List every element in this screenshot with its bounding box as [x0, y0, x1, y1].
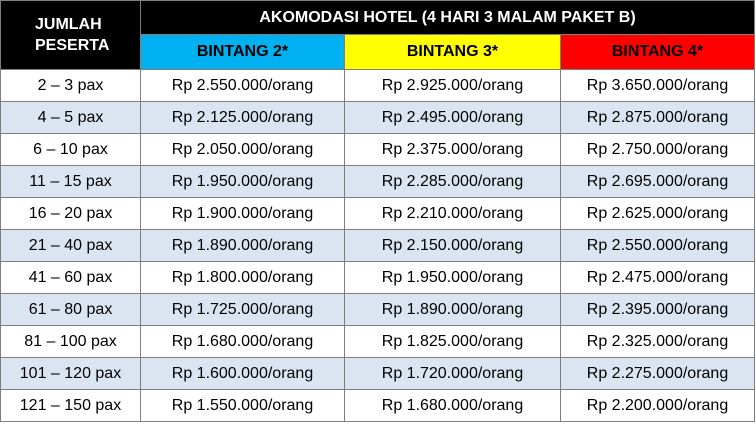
price-cell-bintang-3: Rp 1.825.000/orang	[345, 326, 561, 358]
table-row	[1, 70, 755, 102]
price-cell-bintang-4: Rp 2.275.000/orang	[561, 358, 755, 390]
price-cell-bintang-4: Rp 2.625.000/orang	[561, 198, 755, 230]
header-row-top	[1, 1, 755, 35]
pax-cell: 101 – 120 pax	[1, 358, 141, 390]
price-cell-bintang-3: Rp 1.890.000/orang	[345, 294, 561, 326]
price-cell-bintang-4: Rp 2.475.000/orang	[561, 262, 755, 294]
price-cell-bintang-2: Rp 2.550.000/orang	[141, 70, 345, 102]
pax-cell: 16 – 20 pax	[1, 198, 141, 230]
pax-cell: 81 – 100 pax	[1, 326, 141, 358]
table-row	[1, 166, 755, 198]
pax-cell: 6 – 10 pax	[1, 134, 141, 166]
table-row	[1, 294, 755, 326]
price-cell-bintang-4: Rp 2.695.000/orang	[561, 166, 755, 198]
price-cell-bintang-4: Rp 2.395.000/orang	[561, 294, 755, 326]
table-row	[1, 358, 755, 390]
hotel-group-header: AKOMODASI HOTEL (4 HARI 3 MALAM PAKET B)	[141, 1, 755, 35]
price-cell-bintang-3: Rp 2.285.000/orang	[345, 166, 561, 198]
price-cell-bintang-3: Rp 1.680.000/orang	[345, 390, 561, 422]
tier-header-bintang-2: BINTANG 2*	[141, 35, 345, 70]
pax-cell: 121 – 150 pax	[1, 390, 141, 422]
price-cell-bintang-4: Rp 2.750.000/orang	[561, 134, 755, 166]
participants-header-line1: JUMLAH	[35, 16, 102, 33]
pax-cell: 61 – 80 pax	[1, 294, 141, 326]
pax-cell: 11 – 15 pax	[1, 166, 141, 198]
participants-header-line2: PESERTA	[35, 37, 110, 54]
price-cell-bintang-4: Rp 2.325.000/orang	[561, 326, 755, 358]
participants-header	[1, 1, 141, 70]
price-cell-bintang-2: Rp 1.600.000/orang	[141, 358, 345, 390]
table-row	[1, 326, 755, 358]
price-cell-bintang-2: Rp 1.890.000/orang	[141, 230, 345, 262]
price-cell-bintang-2: Rp 2.125.000/orang	[141, 102, 345, 134]
price-cell-bintang-2: Rp 1.725.000/orang	[141, 294, 345, 326]
price-cell-bintang-2: Rp 1.950.000/orang	[141, 166, 345, 198]
table-row	[1, 198, 755, 230]
table-row	[1, 134, 755, 166]
price-cell-bintang-3: Rp 2.150.000/orang	[345, 230, 561, 262]
table-row	[1, 262, 755, 294]
pax-cell: 21 – 40 pax	[1, 230, 141, 262]
price-cell-bintang-4: Rp 3.650.000/orang	[561, 70, 755, 102]
tier-header-bintang-3: BINTANG 3*	[345, 35, 561, 70]
price-cell-bintang-3: Rp 1.720.000/orang	[345, 358, 561, 390]
price-cell-bintang-2: Rp 2.050.000/orang	[141, 134, 345, 166]
price-cell-bintang-2: Rp 1.900.000/orang	[141, 198, 345, 230]
table-row	[1, 390, 755, 422]
price-cell-bintang-2: Rp 1.550.000/orang	[141, 390, 345, 422]
pax-cell: 41 – 60 pax	[1, 262, 141, 294]
price-cell-bintang-3: Rp 2.210.000/orang	[345, 198, 561, 230]
price-cell-bintang-4: Rp 2.875.000/orang	[561, 102, 755, 134]
price-cell-bintang-3: Rp 2.375.000/orang	[345, 134, 561, 166]
pax-cell: 2 – 3 pax	[1, 70, 141, 102]
price-cell-bintang-2: Rp 1.800.000/orang	[141, 262, 345, 294]
price-cell-bintang-3: Rp 1.950.000/orang	[345, 262, 561, 294]
price-cell-bintang-3: Rp 2.495.000/orang	[345, 102, 561, 134]
table-row	[1, 230, 755, 262]
price-cell-bintang-4: Rp 2.550.000/orang	[561, 230, 755, 262]
price-cell-bintang-4: Rp 2.200.000/orang	[561, 390, 755, 422]
price-cell-bintang-2: Rp 1.680.000/orang	[141, 326, 345, 358]
price-cell-bintang-3: Rp 2.925.000/orang	[345, 70, 561, 102]
pax-cell: 4 – 5 pax	[1, 102, 141, 134]
tier-header-bintang-4: BINTANG 4*	[561, 35, 755, 70]
table-row	[1, 102, 755, 134]
